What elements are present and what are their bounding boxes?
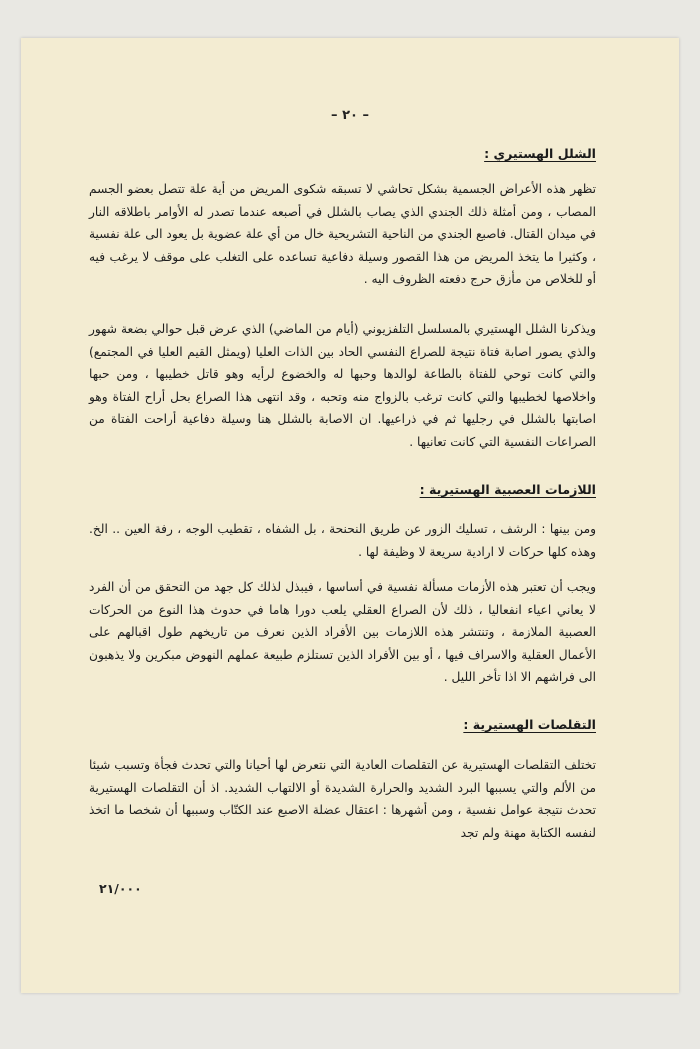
section-heading-hysterical-cramps: التقلصات الهستيرية : <box>463 717 596 732</box>
paragraph: ويذكرنا الشلل الهستيري بالمسلسل التلفزيوني (أيام من الماضي) الذي عرض قبل حوالي بضعة شهور والذي يصور اصابة فتاة نتيجة للصراع النفسي الحاد بين الذات العليا (ويمثل القيم العليا في المجتمع) والتي كانت توحي للفتاة بالطاعة لوالدها وحبها له والخضوع لرأيه وهو قاتل خطيبها ، ومن حبها واخلاصها لخطيبها والتي كانت ترغب بالزواج منه وتحبه ، وقد انتهى هذا الصراع بحل أراح الفتاة وهو اصابتها بالشلل في رجليها ثم في ذراعيها. ان الاصابة بالشلل هنا وسيلة دفاعية أراحت الفتاة من الصراعات النفسية التي كانت تعانيها . <box>89 322 596 449</box>
footer-code: ٢١/٠٠٠ <box>99 881 142 896</box>
section-heading-hysterical-paralysis: الشلل الهستيري : <box>484 146 596 161</box>
page-number: – ٢٠ – <box>331 108 369 123</box>
paragraph: ومن بينها : الرشف ، تسليك الزور عن طريق النحنحة ، بل الشفاه ، تقطيب الوجه ، رفة العين .. الخ. وهذه كلها حركات لا ارادية سريعة لا وظيفة لها . <box>89 522 596 559</box>
section-heading-hysterical-tics: اللازمات العصبية الهستيرية : <box>419 482 596 497</box>
paragraph: تظهر هذه الأعراض الجسمية بشكل تحاشي لا تسبقه شكوى المريض من أية علة تتصل بعضو الجسم المصاب ، ومن أمثلة ذلك الجندي الذي يصاب بالشلل في أصبعه عندما تصدر له الأوامر باطلاقه النار في ميدان القتال. فاصبع الجندي من الناحية التشريحية خال من أي علة عضوية بل يعود الى علة نفسية ، وكثيرا ما يتخذ المريض من هذا القصور وسيلة دفاعية تساعده على التغلب على موقف لا يرغب فيه أو للخلاص من مأزق حرج دفعته الظروف اليه . <box>89 182 596 286</box>
paragraph: ويجب أن تعتبر هذه الأزمات مسألة نفسية في أساسها ، فيبذل لذلك كل جهد من التحقق من أن الفرد لا يعاني اعياء انفعاليا ، ذلك لأن الصراع العقلي يلعب دورا هاما في حدوث هذا النوع من الحركات العصبية الملازمة ، وتنتشر هذه اللازمات بين الأفراد الذين نعرف من تاريخهم طول اقبالهم على الأعمال العقلية والاسراف فيها ، أو بين الأفراد الذين تستلزم طبيعة عملهم النهوض مبكرين ولا يذهبون الى فراشهم الا اذا تأخر الليل . <box>89 580 596 684</box>
paragraph: تختلف التقلصات الهستيرية عن التقلصات العادية التي نتعرض لها أحيانا والتي تحدث فجأة وتسبب شيئا من الألم والتي يسببها البرد الشديد والحرارة الشديدة أو الالتهاب الشديد. اذ أن التقلصات الهستيرية تحدث نتيجة عوامل نفسية ، ومن أشهرها : اعتقال عضلة الاصبع عند الكتّاب وسببها أن شخصا ما اتخذ لنفسه الكتابة مهنة ولم تجد <box>89 758 596 840</box>
document-page <box>21 38 679 993</box>
